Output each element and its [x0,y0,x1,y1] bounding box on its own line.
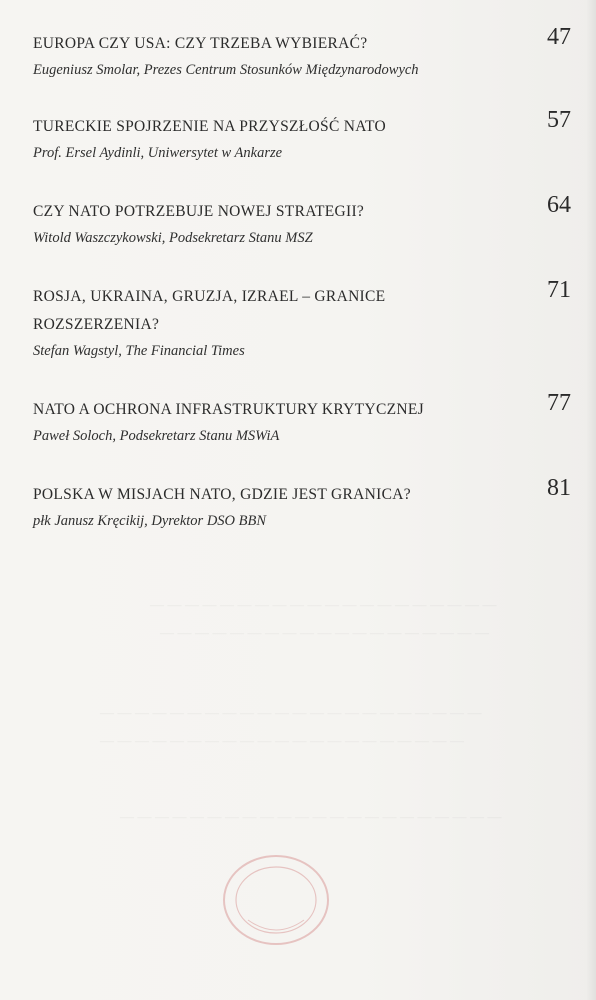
toc-entry [33,277,573,361]
toc-entry [33,390,573,446]
bleed-through-text: — — — — — — — — — — — — — — — — — — — — — — [100,706,482,721]
bleed-through-text: — — — — — — — — — — — — — — — — — — — — [150,598,497,613]
toc-entry [33,192,573,248]
toc-entry-author: Stefan Wagstyl, The Financial Times [33,343,245,359]
bleed-through-text: — — — — — — — — — — — — — — — — — — — [160,626,489,641]
toc-entry-title: EUROPA CZY USA: CZY TRZEBA WYBIERAĆ? [33,35,368,52]
toc-entry-author: Witold Waszczykowski, Podsekretarz Stanu MSZ [33,230,313,246]
toc-entry-page-number: 64 [547,192,571,218]
toc-entry-page-number: 81 [547,475,571,501]
toc-entry [33,475,573,531]
page-edge-shadow [586,0,596,1000]
toc-entry-page-number: 71 [547,277,571,303]
toc-entry-title: ROSJA, UKRAINA, GRUZJA, IZRAEL – GRANICE ROZSZERZENIA? [33,288,386,333]
toc-entry-title: POLSKA W MISJACH NATO, GDZIE JEST GRANICA? [33,486,411,503]
toc-entry [33,24,573,80]
toc-entry-author: Paweł Soloch, Podsekretarz Stanu MSWiA [33,428,280,444]
toc-entry-author: płk Janusz Kręcikij, Dyrektor DSO BBN [33,513,267,529]
toc-entry-page-number: 47 [547,24,571,50]
toc-entry [33,107,573,163]
toc-entry-author: Eugeniusz Smolar, Prezes Centrum Stosunków Międzynarodowych [33,62,419,78]
bleed-through-text: — — — — — — — — — — — — — — — — — — — — — [100,734,464,749]
toc-entry-author: Prof. Ersel Aydinli, Uniwersytet w Ankarze [33,145,283,161]
toc-entry-title: CZY NATO POTRZEBUJE NOWEJ STRATEGII? [33,203,365,220]
toc-entry-page-number: 57 [547,107,571,133]
toc-entry-title: NATO A OCHRONA INFRASTRUKTURY KRYTYCZNEJ [33,401,424,418]
bleed-through-text: — — — — — — — — — — — — — — — — — — — — — — [120,810,502,825]
toc-entry-page-number: 77 [547,390,571,416]
toc-entry-title: TURECKIE SPOJRZENIE NA PRZYSZŁOŚĆ NATO [33,118,387,135]
library-stamp [218,850,334,950]
